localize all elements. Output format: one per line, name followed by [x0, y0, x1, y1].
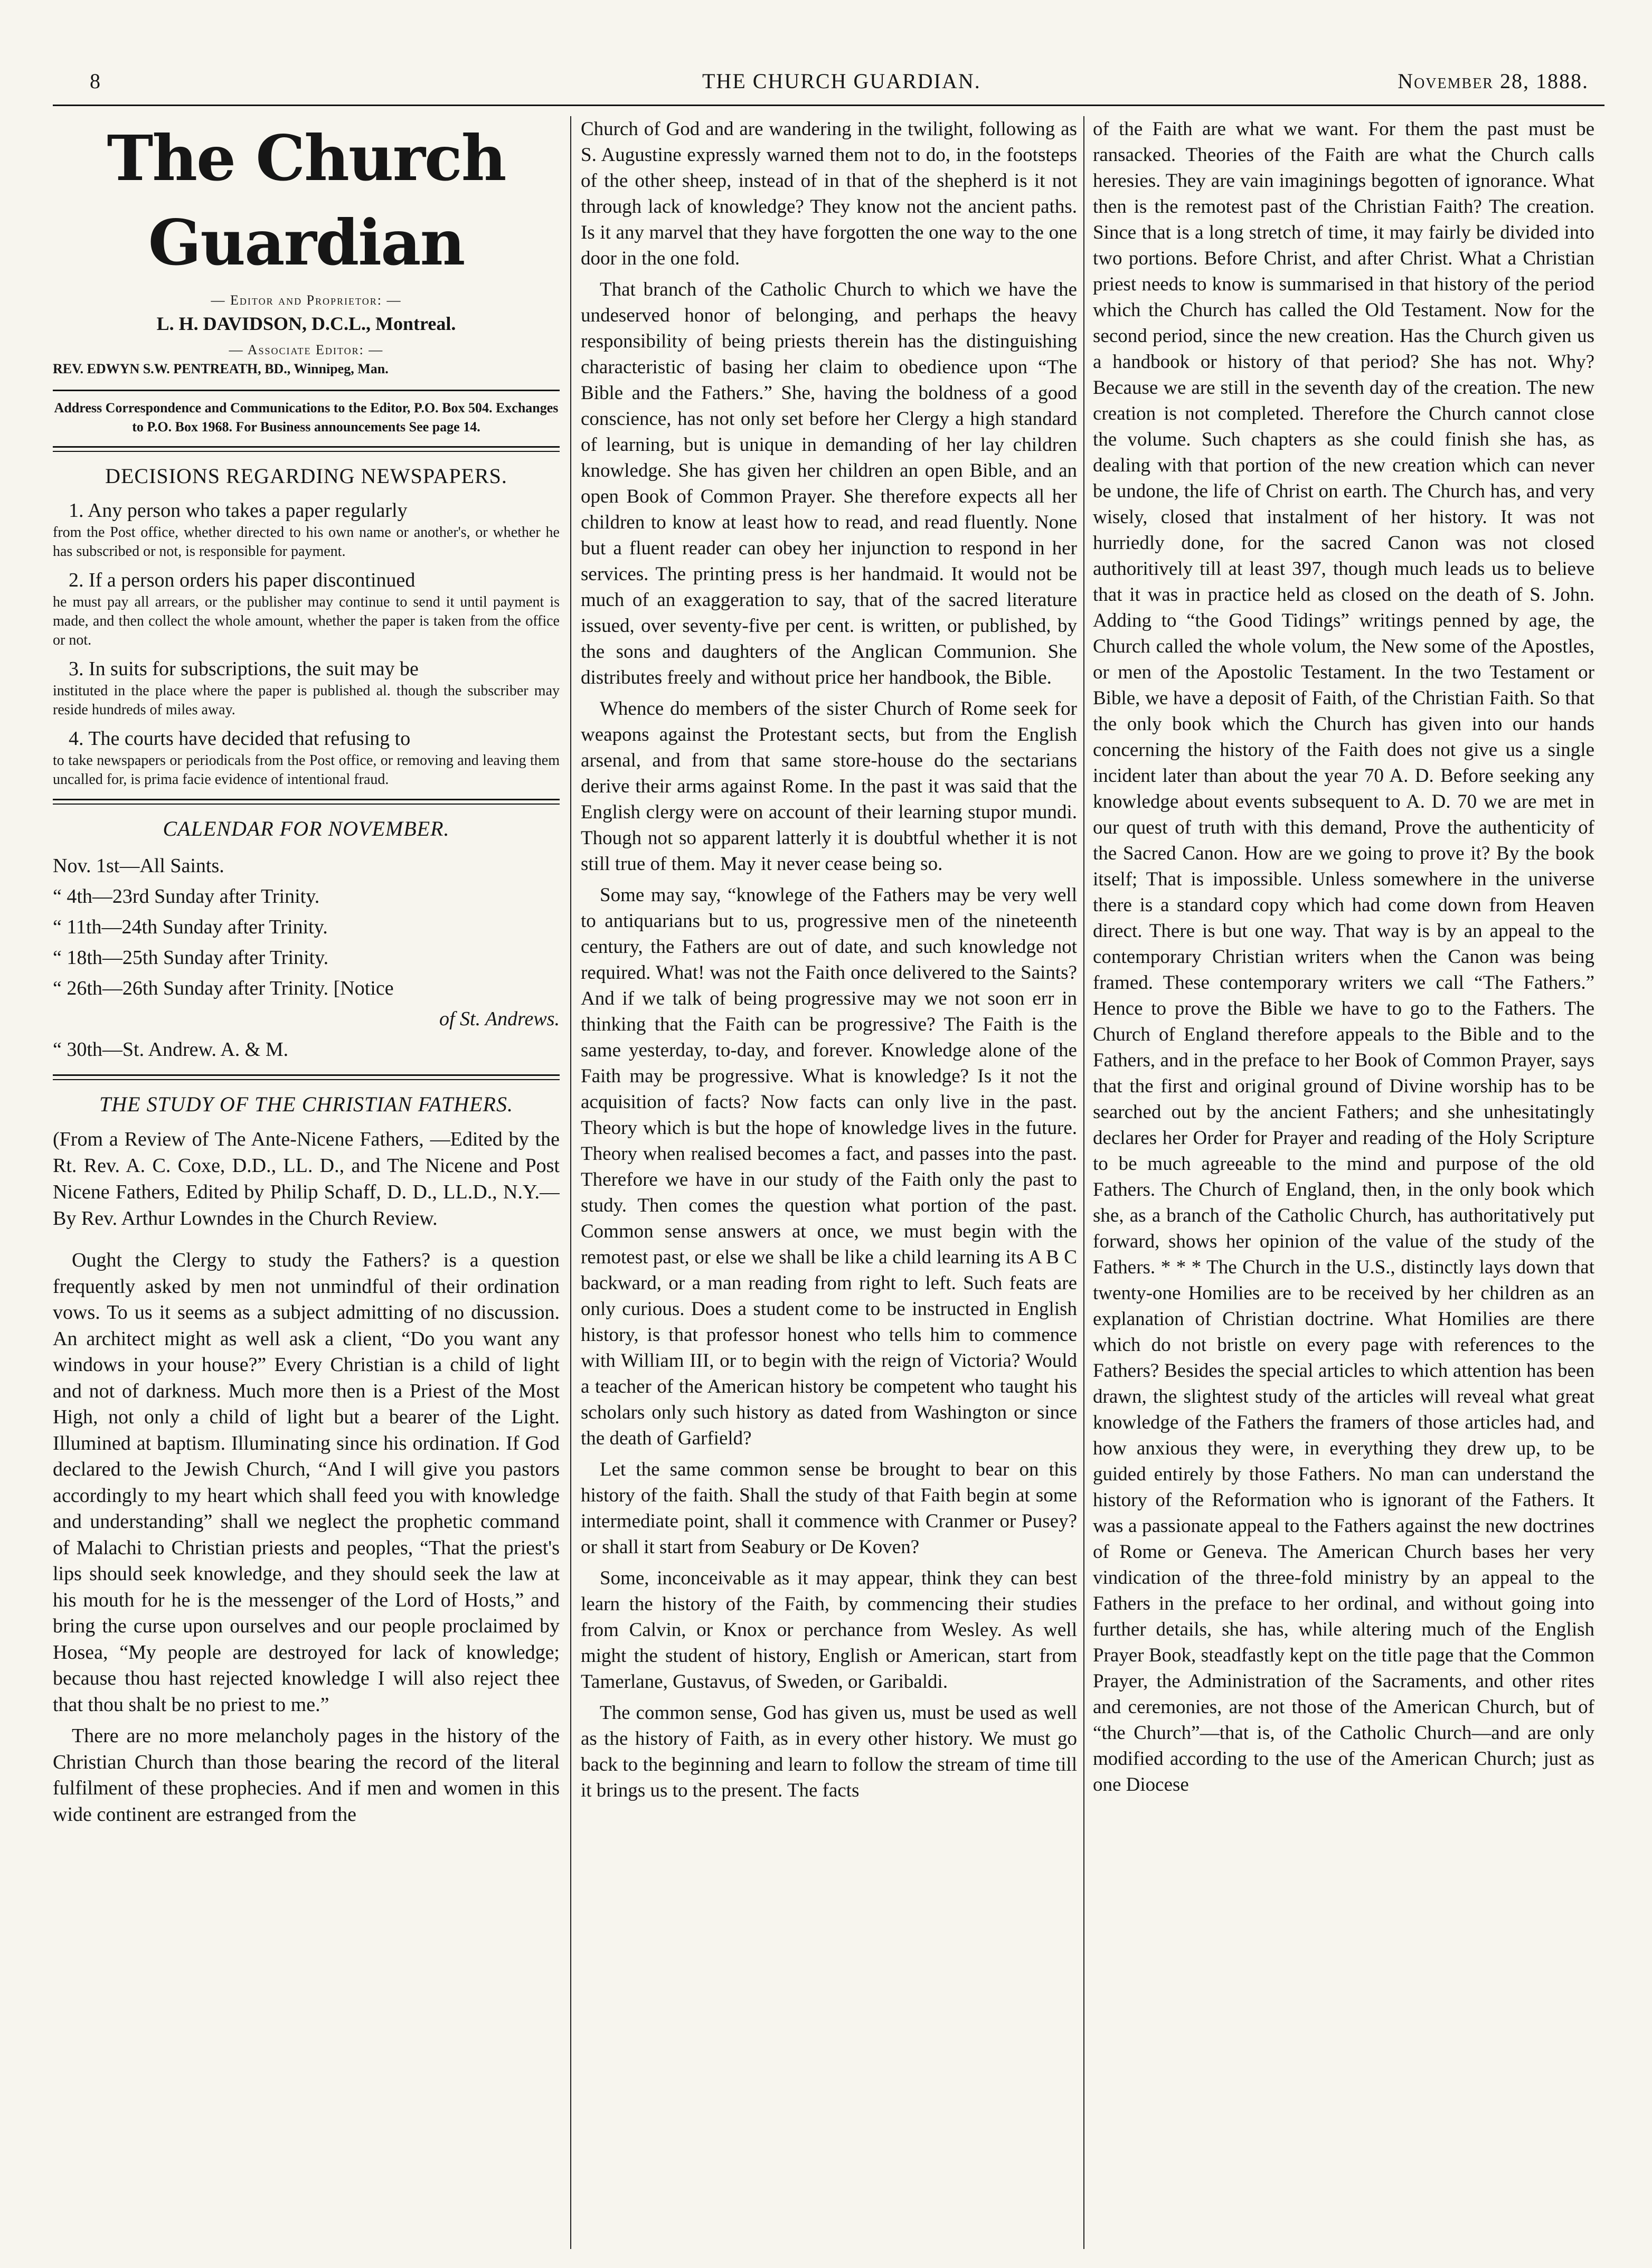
column-3 [1093, 116, 1594, 2260]
page-number: 8 [90, 69, 101, 93]
editor-label: — Editor and Proprietor: — [211, 292, 402, 308]
decisions-heading: DECISIONS REGARDING NEWSPAPERS. [105, 464, 507, 488]
decisions-list [53, 498, 560, 789]
article-paragraph: Church of God and are wandering in the twilight, following as S. Augustine expressly warned them not to do, in the footsteps of the other sheep, instead of in that of the shepherd is it not through lack of knowledge? They know not the ancient paths. Is it any marvel that they have forgotten the one way to the one door in the one fold. [581, 118, 1077, 269]
article-paragraph: The common sense, God has given us, must be used as well as the history of Faith, as in every other history. We must go back to the beginning and learn to follow the stream of time till it brings us to the present. The facts [581, 1702, 1077, 1801]
calendar-entry: “ 4th—23rd Sunday after Trinity. [53, 885, 320, 908]
section-divider [53, 799, 560, 805]
masthead-rule [53, 390, 560, 391]
masthead-title: The Church Guardian [107, 121, 506, 279]
editor-name: L. H. DAVIDSON, D.C.L., Montreal. [156, 313, 456, 334]
article-heading: THE STUDY OF THE CHRISTIAN FATHERS. [99, 1092, 513, 1116]
column-1 [53, 116, 560, 2238]
associate-editor-name: REV. EDWYN S.W. PENTREATH, BD., Winnipeg, Man. [53, 361, 389, 376]
running-title: THE CHURCH GUARDIAN. [702, 69, 981, 93]
article-paragraph: of the Faith are what we want. For them the past must be ransacked. Theories of the Faith are what the Church calls heresies. They are vain imaginings begotten of ignorance. What then is the remotest past of the Christian Faith? The creation. Since that is a long stretch of time, it may fairly be divided into two portions. Before Christ, and after Christ. What a Christian priest needs to know is summarised in that history of the period which the Church has called the Old Testament. Now for the second period, since the new creation. Has the Church given us a handbook or history of that period? She has not. Why? Because we are still in the seventh day of the creation. The new creation is not completed. Therefore the Church cannot close the volume. Such chapters as she could finish she has, as dealing with that portion of the new creation which can never be undone, the life of Christ on earth. The Church has, and very wisely, closed that instalment of her history. It was not hurriedly done, for the sacred Canon was not closed authoritively till at least 397, though much leads us to believe that it was in practice held as closed on the death of S. John. Adding to “the Good Tidings” writings penned by age, the Church called the whole volum, the New some of the Apostles, or men of the Apostolic Testament. In the two Testament or Bible, we have a deposit of Faith, of the Christian Faith. So that the only book which the Church has given into our hands concerning the history of the Faith does not give us a single incident later than about the year 70 A. D. Before seeking any knowledge about events subsequent to A. D. 70 we are met in our quest of truth with this demand, Prove the authenticity of the Sacred Canon. How are we going to prove it? By the book itself; That is impossible. Unless somewhere in the universe there is a standard copy which had come down from Heaven direct. There is but one way. That way is by an appeal to the contemporary Christian writers when the Canon was being framed. These contemporary writers we call “The Fathers.” Hence to prove the Bible we have to go to the Fathers. The Church of England therefore appeals to the Bible and to the Fathers, and in the preface to her Book of Common Prayer, says that the first and original ground of Divine worship has to be searched out by the ancient Fathers; and she unhesitatingly declares her Order for Prayer and reading of the Holy Scripture to be much agreeable to the mind and purpose of the old Fathers. The Church of England, then, in the only book which she, as a branch of the Catholic Church, has authoritatively put forward, shows her opinion of the value of the study of the Fathers. * * * The Church in the U.S., distinctly lays down that twenty-one Homilies are to be received by her children as an explanation of Christian doctrine. What Homilies are there which do not bristle on every page with references to the Fathers? Besides the special articles to which attention has been drawn, the slightest study of the articles will reveal what great knowledge of the Fathers the framers of those articles had, and how anxious they were, in everything they drew up, to be guided entirely by those Fathers. No man can understand the history of the Reformation who is ignorant of the Fathers. It was a passionate appeal to the Fathers against the new doctrines of Rome or Geneva. The American Church bases her very vindication of the three-fold ministry by an appeal to the Fathers in the preface to her ordinal, and without going into further details, she has, while altering much of the English Prayer Book, steadfastly kept on the title page that the Common Prayer, the Administration of the Sacraments, and other rites and ceremonies, are not those of the American Church, but of “the Church”—that is, of the Catholic Church—and are only modified according to the use of the American Church; just as one Diocese [1093, 118, 1594, 1796]
issue-date: November 28, 1888. [1398, 69, 1589, 93]
section-divider [53, 446, 560, 452]
calendar-heading: CALENDAR FOR NOVEMBER. [163, 817, 450, 840]
decision-text: from the Post office, whether directed to his own name or another's, or whether he has subscribed or not, is responsible for payment. [53, 524, 560, 560]
column-2 [581, 116, 1077, 2260]
running-head [21, 69, 1631, 100]
calendar-entry: “ 30th—St. Andrew. A. & M. [53, 1038, 289, 1061]
section-divider [53, 1074, 560, 1080]
decision-item [53, 726, 560, 789]
masthead [53, 116, 560, 377]
associate-editor-label: — Associate Editor: — [229, 342, 384, 357]
decision-text: he must pay all arrears, or the publisher may continue to send it until payment is made, and then collect the whole amount, whether the paper is taken from the office or not. [53, 594, 560, 648]
article-paragraph: Whence do members of the sister Church of Rome seek for weapons against the Protestant sects, but from the English arsenal, and from that same store-house do the sectarians derive their arms against Rome. In the past it was said that the English clergy were on account of their learning stupor mundi. Though not so apparent latterly it is doubtful whether it is not still true of them. May it never cease being so. [581, 698, 1077, 875]
calendar-entry: “ 11th—24th Sunday after Trinity. [53, 916, 328, 938]
calendar-entry: of St. Andrews. [439, 1008, 560, 1030]
calendar-entry: “ 18th—25th Sunday after Trinity. [53, 947, 329, 969]
decision-lead: 4. The courts have decided that refusing to [69, 727, 411, 750]
decision-lead: 3. In suits for subscriptions, the suit may be [69, 658, 419, 680]
article-paragraph: There are no more melancholy pages in the history of the Christian Church than those bearing the record of the literal fulfilment of these prophecies. And if men and women in this wide continent are estranged from the [53, 1725, 560, 1826]
decision-lead: 2. If a person orders his paper discontinued [69, 569, 416, 591]
address-notice: Address Correspondence and Communications to the Editor, P.O. Box 504. Exchanges to P.O. Box 1968. For Business announcements See page 14. [54, 400, 559, 434]
calendar-entry: “ 26th—26th Sunday after Trinity. [Notice [53, 977, 394, 999]
article-paragraph: Some may say, “knowlege of the Fathers may be very well to antiquarians but to us, progressive men of the nineteenth century, the Fathers are out of date, and such knowledge not required. What! was not the Faith once delivered to the Saints? And if we talk of being progressive may we not soon err in thinking that the Faith can be progressive? The Faith is the same yesterday, to-day, and forever. Knowledge alone of the Faith may be progressive. What is knowledge? Is it not the acquisition of facts? Now facts can only live in the past. Theory which is but the hope of knowledge lives in the future. Theory when realised becomes a fact, and passes into the past. Therefore we have in our study of the Faith only the past to study. Then comes the question what portion of the past. Common sense answers at once, we must begin with the remotest past, or else we shall be like a child learning its A B C backward, or a man reading from right to left. Such feats are only curious. Does a student come to be instructed in English history, is that professor honest who tells him to commence with William III, or to begin with the reign of Victoria? Would a teacher of the American history be competent who taught his scholars only such history as dated from Washington or since the death of Garfield? [581, 884, 1077, 1449]
decision-lead: 1. Any person who takes a paper regularly [69, 499, 408, 522]
decision-text: to take newspapers or periodicals from the Post office, or removing and leaving them uncalled for, is prima facie evidence of intentional fraud. [53, 752, 560, 788]
article-paragraph: That branch of the Catholic Church to which we have the undeserved honor of belonging, and perhaps the heavy responsibility of being priests therein has the distinguishing characteristic of basing her claim to obedience upon “The Bible and the Fathers.” She, having the boldness of a good conscience, has not only set before her Clergy a high standard of learning, but is unique in demanding of her lay children knowledge. She has given her children an open Bible, and an open Book of Common Prayer. She therefore expects all her children to know at least how to read, and read fluently. None but a fluent reader can obey her injunction to respond in her services. The printing press is her handmaid. It would not be much of an exaggeration to say, that of the sacred literature issued, over seventy-five per cent. is written, or published, by the sons and daughters of the Anglican Communion. She distributes freely and without price her handbook, the Bible. [581, 279, 1077, 688]
header-rule [53, 105, 1604, 106]
column-rule-2 [1083, 116, 1084, 2249]
decision-item [53, 568, 560, 650]
article-citation: (From a Review of The Ante-Nicene Fathers, —Edited by the Rt. Rev. A. C. Coxe, D.D., LL. D., and The Nicene and Post Nicene Fathers, Edited by Philip Schaff, D. D., LL.D., N.Y.—By Rev. Arthur Lowndes in the Church Review. [53, 1128, 560, 1230]
calendar-list [53, 850, 560, 1065]
calendar-entry: Nov. 1st—All Saints. [53, 855, 224, 877]
column-rule-1 [570, 116, 571, 2249]
decision-item [53, 498, 560, 561]
article-paragraph: Ought the Clergy to study the Fathers? is a question frequently asked by men not unmindful of their ordination vows. To us it seems as a subject admitting of no discussion. An architect might as well ask a client, “Do you want any windows in your house?” Every Christian is a child of light and not of darkness. Much more then is a Priest of the Most High, not only a child of light but a bearer of the Light. Illumined at baptism. Illuminating since his ordination. If God declared to the Jewish Church, “And I will give you pastors accordingly to my heart which shall feed you with knowledge and understanding” shall we neglect the prophetic command of Malachi to Christian priests and peoples, “That the priest's lips should seek knowledge, and they should seek the law at his mouth for he is the messenger of the Lord of Hosts,” and bring the curse upon ourselves and our people proclaimed by Hosea, “My people are destroyed for lack of knowledge; because thou hast rejected knowledge I will also reject thee that thou shalt be no priest to me.” [53, 1249, 560, 1716]
article-paragraph: Some, inconceivable as it may appear, think they can best learn the history of the Faith, by commencing their studies from Calvin, or Knox or perchance from Wesley. As well might the student of history, English or American, start from Tamerlane, Gustavus, of Sweden, or Garibaldi. [581, 1567, 1077, 1693]
article-paragraph: Let the same common sense be brought to bear on this history of the faith. Shall the study of that Faith begin at some intermediate point, shall it commence with Cranmer or Pusey? or shall it start from Seabury or De Koven? [581, 1459, 1077, 1558]
decision-item [53, 656, 560, 720]
decision-text: instituted in the place where the paper is published al. though the subscriber may reside hundreds of miles away. [53, 683, 560, 718]
